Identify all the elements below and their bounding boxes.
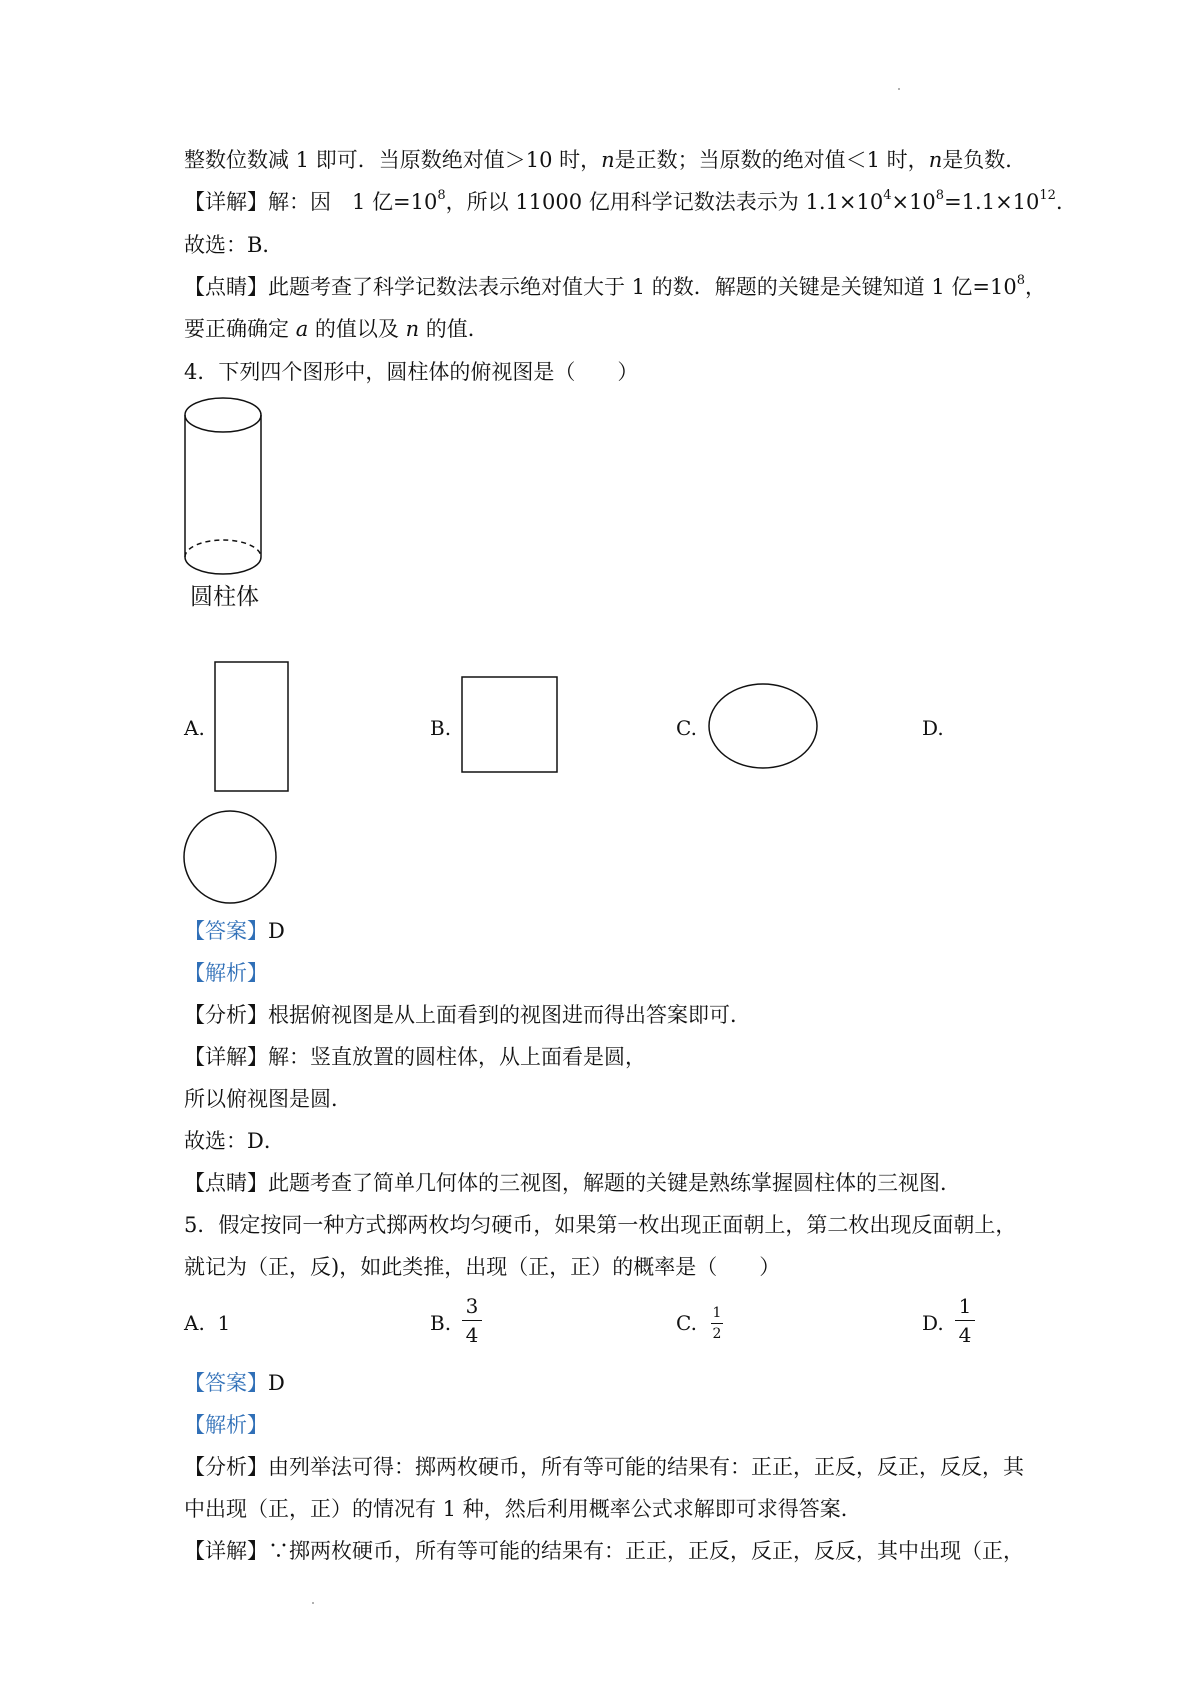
q5-option-a: A. 1: [184, 1311, 231, 1335]
q4-dianjing: 【点睛】此题考查了简单几何体的三视图，解题的关键是熟练掌握圆柱体的三视图．: [184, 1171, 961, 1195]
cylinder-figure: [178, 395, 268, 580]
q5-option-c-label: C.: [676, 1311, 697, 1335]
cylinder-bottom-front: [185, 557, 261, 574]
q4-answer: 【答案】D: [184, 919, 285, 943]
cylinder-bottom-back: [185, 540, 261, 557]
text-line: 要正确确定 a 的值以及 n 的值．: [184, 317, 489, 341]
q4-option-d-label: D.: [922, 716, 944, 740]
text-line: 故选：D．: [184, 1129, 285, 1153]
question-5-stem: 5．假定按同一种方式掷两枚均匀硬币，如果第一枚出现正面朝上，第二枚出现反面朝上，: [184, 1213, 1017, 1237]
q5-option-b-fraction: 3 4: [462, 1294, 482, 1347]
q4-option-c-label: C.: [676, 716, 697, 740]
q5-option-b-label: B.: [430, 1311, 452, 1335]
text-line: 中出现（正，正）的情况有 1 种，然后利用概率公式求解即可求得答案．: [184, 1497, 862, 1521]
q4-option-c-ellipse: [706, 681, 820, 773]
question-4-stem: 4．下列四个图形中，圆柱体的俯视图是（ ）: [184, 360, 639, 384]
cylinder-caption: 圆柱体: [190, 584, 259, 610]
text-line: 【详解】解：因 1 亿$=10^8$，所以 11000 亿用科学记数法表示为 $1.1\times 10^4\times 10^8=1.1\times 10^{12}$．: [184, 188, 1077, 214]
scan-dot-bottom: [312, 1602, 314, 1604]
q5-option-d-fraction: 1 4: [955, 1294, 975, 1347]
q4-xiangjie: 【详解】解：竖直放置的圆柱体，从上面看是圆，: [184, 1045, 646, 1069]
q4-option-b-label: B.: [430, 716, 452, 740]
q5-option-c-fraction: 1 2: [712, 1305, 722, 1342]
text-line: 所以俯视图是圆．: [184, 1087, 352, 1111]
text-line: 故选：B．: [184, 233, 284, 257]
q4-option-d-circle: [181, 808, 279, 906]
text-line: 整数位数减 1 即可．当原数绝对值＞10 时，n是正数；当原数的绝对值＜1 时，n是负数．: [184, 148, 1027, 172]
question-5-stem-cont: 就记为（正，反)，如此类推，出现（正，正）的概率是（ ）: [184, 1255, 781, 1279]
q4-option-a-label: A.: [184, 716, 205, 740]
text-line: 【点睛】此题考查了科学记数法表示绝对值大于 1 的数．解题的关键是关键知道 1 亿$=10^8$，: [184, 273, 1047, 299]
q5-xiangjie: 【详解】∵掷两枚硬币，所有等可能的结果有：正正，正反，反正，反反，其中出现（正，: [184, 1539, 1024, 1563]
q5-option-d-label: D.: [922, 1311, 944, 1335]
q5-analysis-tag: 【解析】: [184, 1413, 268, 1437]
q4-option-a-rectangle: [213, 660, 293, 794]
q4-fenxi: 【分析】根据俯视图是从上面看到的视图进而得出答案即可．: [184, 1003, 751, 1027]
cylinder-top-ellipse: [185, 398, 261, 432]
q5-answer: 【答案】D: [184, 1371, 285, 1395]
q4-analysis-tag: 【解析】: [184, 961, 268, 985]
q4-option-b-square: [460, 675, 560, 775]
scan-dot-top: [898, 88, 900, 90]
q5-fenxi: 【分析】由列举法可得：掷两枚硬币，所有等可能的结果有：正正，正反，反正，反反，其: [184, 1455, 1024, 1479]
